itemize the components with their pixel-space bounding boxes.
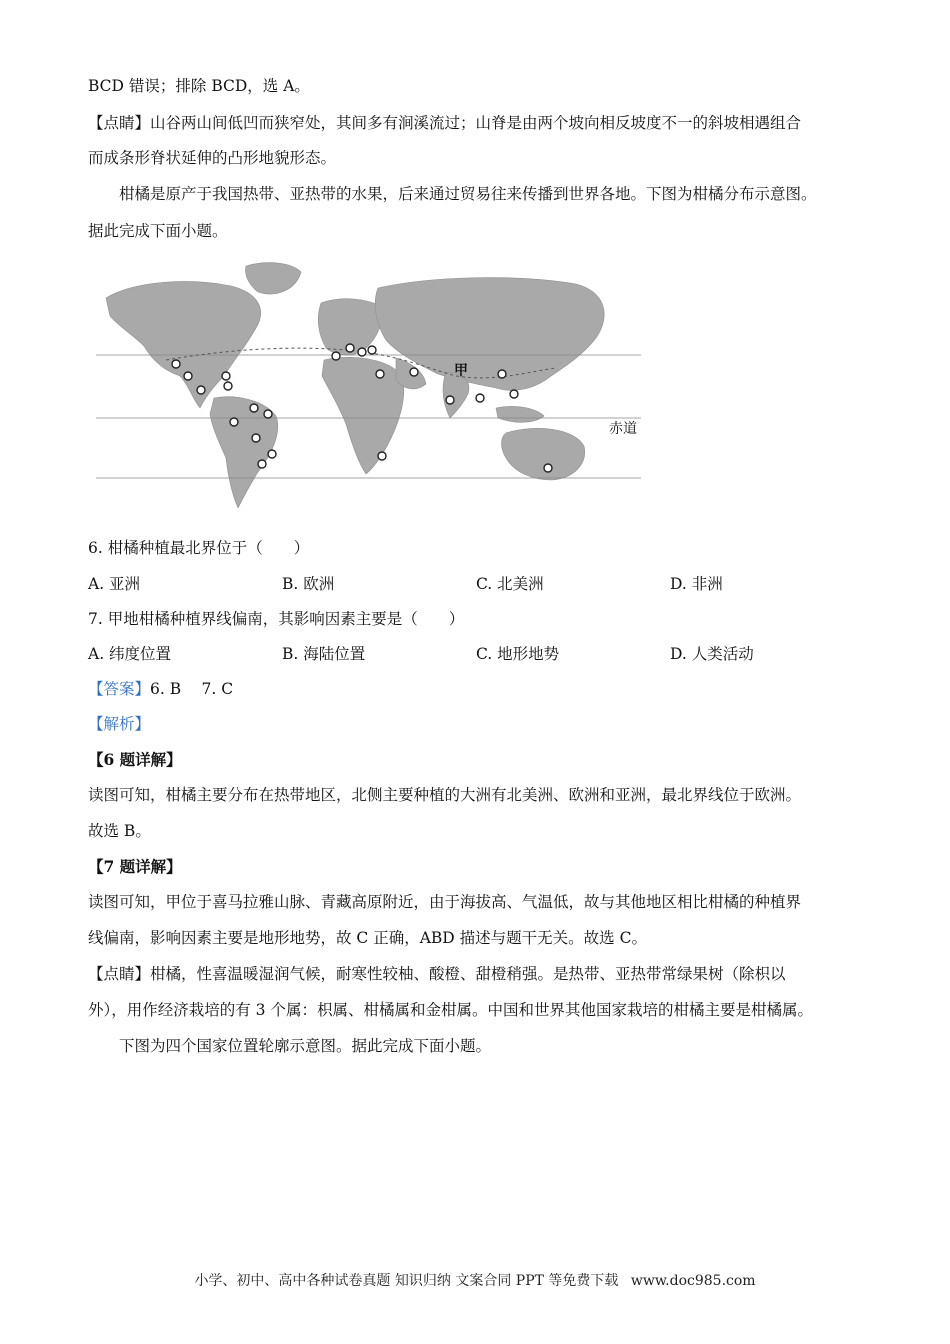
citrus-marker: [510, 390, 518, 398]
citrus-marker: [172, 360, 180, 368]
question-6-stem: 6. 柑橘种植最北界位于（ ）: [88, 539, 310, 557]
detail-7-paragraph-1: 读图可知，甲位于喜马拉雅山脉、青藏高原附近，由于海拔高、气温低，故与其他地区相比柑橘的种植界: [88, 893, 802, 911]
question-7-option-c[interactable]: C. 地形地势: [476, 645, 560, 663]
question-7-option-b[interactable]: B. 海陆位置: [282, 645, 366, 663]
citrus-marker: [544, 464, 552, 472]
citrus-marker: [230, 418, 238, 426]
citrus-marker: [224, 382, 232, 390]
answer-text: 6. B 7. C: [150, 680, 234, 698]
citrus-marker: [332, 352, 340, 360]
tip-citrus-2: 外），用作经济栽培的有 3 个属：枳属、柑橘属和金柑属。中国和世界其他国家栽培的柑橘主要是柑橘属。: [88, 1001, 813, 1019]
page-footer: [0, 1270, 950, 1290]
north-america-shape: [106, 282, 261, 408]
citrus-marker: [184, 372, 192, 380]
citrus-marker: [498, 370, 506, 378]
citrus-marker: [197, 386, 205, 394]
africa-shape: [322, 357, 404, 474]
detail-7-title: 【7 题详解】: [88, 857, 182, 876]
question-7-option-d[interactable]: D. 人类活动: [670, 645, 754, 663]
citrus-intro-2: 据此完成下面小题。: [88, 222, 228, 240]
question-7-stem: 7. 甲地柑橘种植界线偏南，其影响因素主要是（ ）: [88, 610, 465, 628]
question-6-option-c[interactable]: C. 北美洲: [476, 575, 544, 593]
citrus-marker: [268, 450, 276, 458]
answer-line: [88, 679, 233, 699]
citrus-marker: [410, 368, 418, 376]
map-label-jia: 甲: [454, 363, 468, 379]
footer-text: 小学、初中、高中各种试卷真题 知识归纳 文案合同 PPT 等免费下载: [194, 1273, 619, 1289]
tip-valley-ridge-2: 而成条形脊状延伸的凸形地貌形态。: [88, 149, 337, 167]
detail-6-paragraph-2: 故选 B。: [88, 822, 151, 840]
citrus-distribution-map: [96, 258, 646, 508]
australia-shape: [502, 428, 585, 480]
detail-7-paragraph-2: 线偏南，影响因素主要是地形地势，故 C 正确，ABD 描述与题干无关。故选 C。: [88, 929, 647, 947]
next-section-intro: 下图为四个国家位置轮廓示意图。据此完成下面小题。: [119, 1037, 492, 1055]
tip-valley-ridge-1: 【点睛】山谷两山间低凹而狭窄处，其间多有涧溪流过；山脊是由两个坡向相反坡度不一的斜坡相遇组合: [88, 114, 802, 132]
question-6-option-a[interactable]: A. 亚洲: [88, 575, 141, 593]
southeast-asia-islands-shape: [496, 406, 544, 422]
citrus-marker: [346, 344, 354, 352]
question-6-option-d[interactable]: D. 非洲: [670, 575, 723, 593]
analysis-label: 【解析】: [88, 715, 151, 733]
citrus-marker: [476, 394, 484, 402]
question-6-option-b[interactable]: B. 欧洲: [282, 575, 335, 593]
detail-6-paragraph-1: 读图可知，柑橘主要分布在热带地区，北侧主要种植的大洲有北美洲、欧洲和亚洲，最北界线位于欧洲。: [88, 786, 802, 804]
citrus-marker: [376, 370, 384, 378]
detail-6-title: 【6 题详解】: [88, 750, 182, 769]
citrus-marker: [252, 434, 260, 442]
citrus-marker: [264, 410, 272, 418]
answer-label: 【答案】: [88, 680, 151, 698]
citrus-marker: [368, 346, 376, 354]
citrus-marker: [378, 452, 386, 460]
greenland-shape: [246, 263, 302, 294]
tip-citrus-1: 【点睛】柑橘，性喜温暖湿润气候，耐寒性较柚、酸橙、甜橙稍强。是热带、亚热带常绿果树（除枳以: [88, 965, 786, 983]
question-7-option-a[interactable]: A. 纬度位置: [88, 645, 172, 663]
line-bcd-conclusion: BCD 错误；排除 BCD，选 A。: [88, 77, 310, 95]
citrus-intro-1: 柑橘是原产于我国热带、亚热带的水果，后来通过贸易往来传播到世界各地。下图为柑橘分布示意图。: [119, 185, 817, 203]
citrus-marker: [250, 404, 258, 412]
citrus-marker: [446, 396, 454, 404]
citrus-marker: [358, 348, 366, 356]
footer-url-link[interactable]: www.doc985.com: [630, 1273, 756, 1289]
citrus-marker: [222, 372, 230, 380]
citrus-marker: [258, 460, 266, 468]
map-label-equator: 赤道: [609, 421, 637, 437]
